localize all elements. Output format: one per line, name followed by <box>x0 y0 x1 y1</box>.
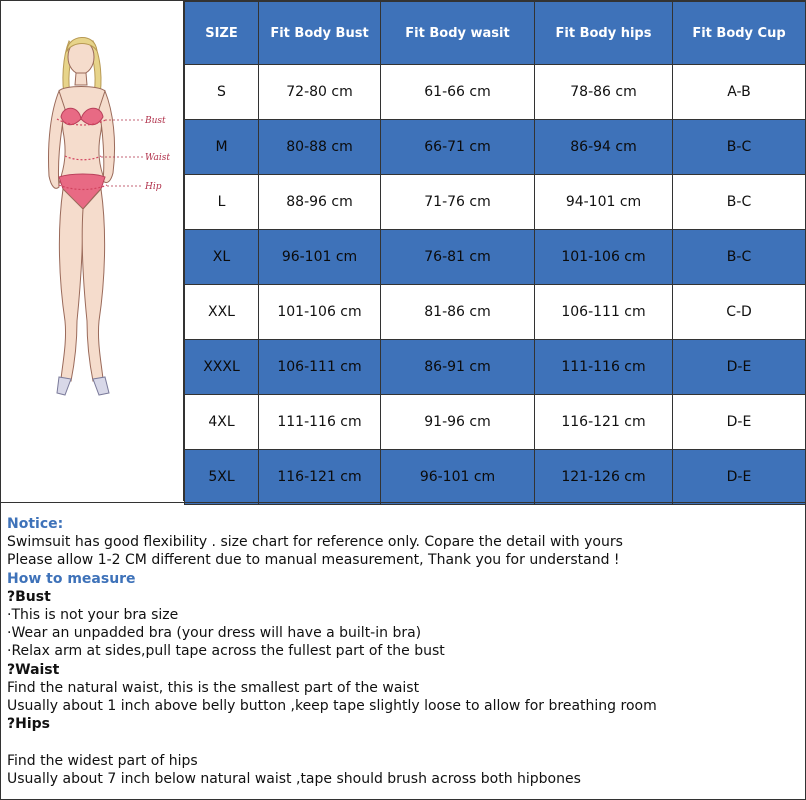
size-cell: S <box>185 65 259 120</box>
hips-cell: 106-111 cm <box>535 285 673 340</box>
bust-cell: 72-80 cm <box>259 65 381 120</box>
waist-instruction: Find the natural waist, this is the smallest part of the waist <box>7 679 420 696</box>
hips-instruction: Find the widest part of hips <box>7 752 198 769</box>
bust-cell: 101-106 cm <box>259 285 381 340</box>
notice-line: Please allow 1-2 CM different due to manual measurement, Thank you for understand ! <box>7 552 620 569</box>
bust-cell: 88-96 cm <box>259 175 381 230</box>
table-header-row <box>185 2 806 65</box>
hips-cell: 116-121 cm <box>535 395 673 450</box>
bust-cell: 80-88 cm <box>259 120 381 175</box>
size-cell: M <box>185 120 259 175</box>
size-cell: 4XL <box>185 395 259 450</box>
bust-instruction: ·Relax arm at sides,pull tape across the fullest part of the bust <box>7 643 445 660</box>
left-shoe-shape <box>57 377 71 395</box>
waist-cell: 71-76 cm <box>381 175 535 230</box>
hips-cell: 101-106 cm <box>535 230 673 285</box>
table-row <box>185 395 806 450</box>
how-to-measure-heading: How to measure <box>7 570 136 587</box>
bust-heading: ?Bust <box>7 588 51 605</box>
bust-cell: 111-116 cm <box>259 395 381 450</box>
cup-cell: D-E <box>673 340 806 395</box>
header-bust: Fit Body Bust <box>259 2 381 65</box>
body-measurement-illustration <box>1 1 184 501</box>
bust-cell: 96-101 cm <box>259 230 381 285</box>
neck-shape <box>75 73 87 85</box>
waist-cell: 91-96 cm <box>381 395 535 450</box>
waist-cell: 96-101 cm <box>381 450 535 505</box>
size-cell: XL <box>185 230 259 285</box>
header-cup: Fit Body Cup <box>673 2 806 65</box>
header-waist: Fit Body wasit <box>381 2 535 65</box>
waist-instruction: Usually about 1 inch above belly button ,keep tape slightly loose to allow for breathing room <box>7 698 657 715</box>
left-leg-shape <box>59 189 83 381</box>
bust-label: Bust <box>145 116 166 126</box>
figure-drawing <box>1 1 183 501</box>
notes-section <box>1 502 805 799</box>
waist-cell: 76-81 cm <box>381 230 535 285</box>
cup-cell: D-E <box>673 395 806 450</box>
table-row <box>185 65 806 120</box>
waist-cell: 61-66 cm <box>381 65 535 120</box>
size-cell: L <box>185 175 259 230</box>
waist-label: Waist <box>145 153 170 163</box>
cup-cell: D-E <box>673 450 806 505</box>
table-row <box>185 340 806 395</box>
right-shoe-shape <box>93 377 109 395</box>
hips-cell: 78-86 cm <box>535 65 673 120</box>
hips-instruction: Usually about 7 inch below natural waist ,tape should brush across both hipbones <box>7 770 581 787</box>
table-row <box>185 120 806 175</box>
notice-line: Swimsuit has good flexibility . size chart for reference only. Copare the detail with yours <box>7 534 623 551</box>
hips-cell: 121-126 cm <box>535 450 673 505</box>
cup-cell: B-C <box>673 175 806 230</box>
bust-instruction: ·Wear an unpadded bra (your dress will have a built-in bra) <box>7 625 422 642</box>
bust-instruction: ·This is not your bra size <box>7 607 179 624</box>
header-hips: Fit Body hips <box>535 2 673 65</box>
cup-cell: A-B <box>673 65 806 120</box>
size-cell: 5XL <box>185 450 259 505</box>
size-chart-table <box>184 1 806 505</box>
bust-cell: 116-121 cm <box>259 450 381 505</box>
hips-cell: 111-116 cm <box>535 340 673 395</box>
cup-cell: B-C <box>673 120 806 175</box>
notice-heading: Notice: <box>7 516 64 532</box>
right-leg-shape <box>82 189 104 381</box>
table-row <box>185 175 806 230</box>
bust-cell: 106-111 cm <box>259 340 381 395</box>
header-size: SIZE <box>185 2 259 65</box>
cup-cell: C-D <box>673 285 806 340</box>
torso-shape <box>59 87 105 184</box>
table-row <box>185 285 806 340</box>
hips-cell: 86-94 cm <box>535 120 673 175</box>
waist-cell: 86-91 cm <box>381 340 535 395</box>
cup-cell: B-C <box>673 230 806 285</box>
table-row <box>185 450 806 505</box>
hips-cell: 94-101 cm <box>535 175 673 230</box>
hip-label: Hip <box>145 182 162 192</box>
waist-cell: 81-86 cm <box>381 285 535 340</box>
waist-cell: 66-71 cm <box>381 120 535 175</box>
waist-heading: ?Waist <box>7 661 60 678</box>
size-cell: XXXL <box>185 340 259 395</box>
size-cell: XXL <box>185 285 259 340</box>
hips-heading: ?Hips <box>7 716 50 733</box>
table-row <box>185 230 806 285</box>
spacer <box>7 733 799 751</box>
